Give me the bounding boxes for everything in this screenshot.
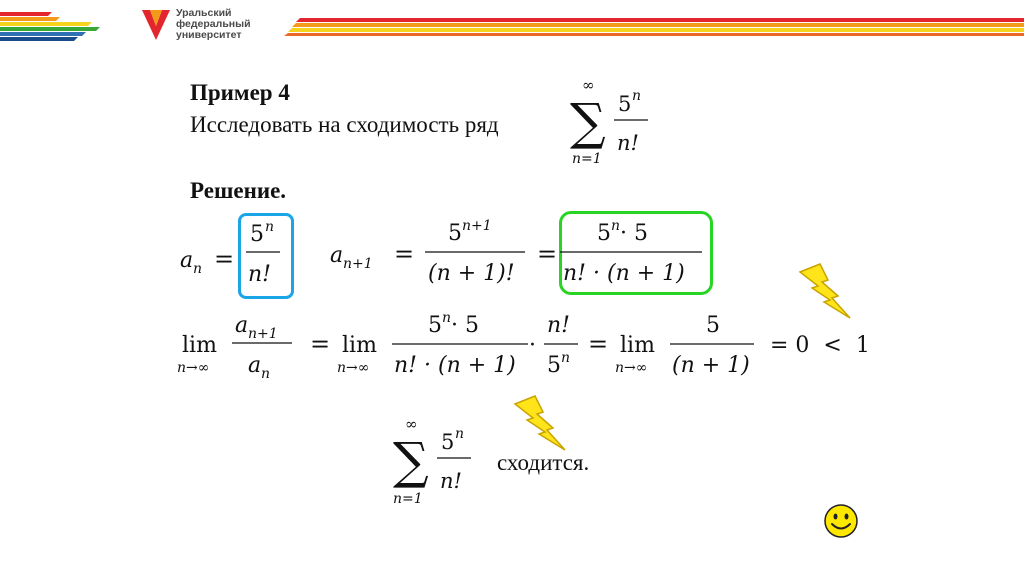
sum-upper-limit: ∞ [582,76,595,94]
numerator-exponent: n [265,219,275,235]
smiley-icon [823,503,859,539]
sum-symbol: ∑ [393,432,429,490]
lightning-icon [798,262,852,320]
equals-sign: = [588,330,609,358]
sum-lower-limit: n=1 [393,491,423,507]
numerator-exponent: n [455,426,465,442]
lim-under-2: n→∞ [337,360,370,376]
equals-sign: = [310,330,331,358]
ratio-num-sub: n+1 [248,326,278,342]
denominator: n! [617,131,639,155]
an-subscript: n [193,261,203,277]
an-symbol: a [180,248,194,273]
an1-formula [330,218,702,286]
series-conclusion-formula [393,415,471,507]
multiply-dot: · [529,333,536,358]
limit-formula [177,310,870,382]
limit-result: = 0 < 1 [770,333,870,358]
ratio-den-sub: n [261,366,271,382]
lightning-icon [512,394,568,452]
f3-num: n! [547,313,571,338]
numerator-base: 5 [618,92,632,116]
f4-den: (n + 1) [672,353,750,378]
sum-symbol: ∑ [570,93,606,151]
equals-sign: = [214,245,235,273]
an1-symbol: a [330,243,344,268]
f3-den-base: 5 [547,353,561,378]
denominator: n! [440,469,462,493]
sum-lower-limit: n=1 [572,151,602,167]
f4-num: 5 [706,313,720,338]
conclusion-text: сходится. [497,450,590,475]
task-text: Исследовать на сходимость ряд [190,112,499,137]
an-formula [180,219,280,287]
numerator-exponent: n+1 [462,218,492,234]
denominator2: n! · (n + 1) [563,261,685,286]
numerator-exponent: n [632,88,642,104]
numerator2-base: 5 [597,221,611,246]
f2-num-base: 5 [428,313,442,338]
f3-den-exp: n [561,350,571,366]
numerator-base: 5 [250,222,264,247]
lim-under-3: n→∞ [615,360,648,376]
series-formula [570,76,648,167]
numerator-base: 5 [441,430,455,454]
numerator2-rest: · 5 [620,221,648,246]
sum-upper-limit: ∞ [405,415,418,433]
example-title: Пример 4 [190,80,290,105]
equals-sign: = [537,240,558,268]
ratio-num: a [235,313,249,338]
an1-subscript: n+1 [343,256,373,272]
lim-under-1: n→∞ [177,360,210,376]
lim-2: lim [342,333,377,358]
lim-3: lim [620,333,655,358]
f2-den: n! · (n + 1) [394,353,516,378]
solution-heading: Решение. [190,178,287,203]
ratio-den: a [248,353,262,378]
f2-num-rest: · 5 [451,313,479,338]
numerator-base: 5 [448,221,462,246]
numerator2-exponent: n [611,218,621,234]
equals-sign: = [394,240,415,268]
denominator: n! [248,262,272,287]
denominator: (n + 1)! [428,261,515,286]
f2-num-exp: n [442,310,452,326]
lim-1: lim [182,333,217,358]
university-logo-text: Уральский федеральный университет [176,7,251,41]
